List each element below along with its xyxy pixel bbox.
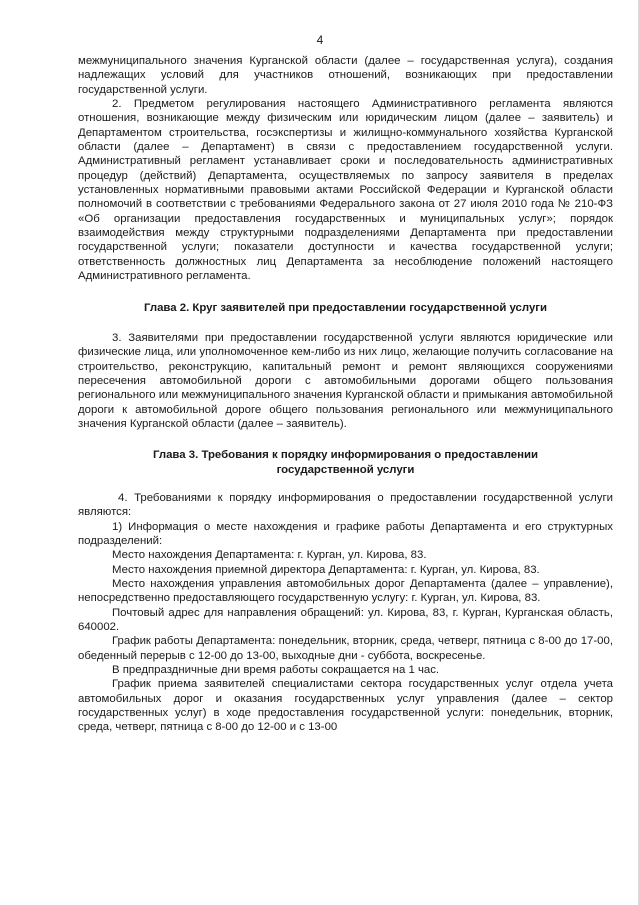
chapter-2-heading: Глава 2. Круг заявителей при предоставлении государственной услуги <box>143 301 548 314</box>
chapter-3-paragraph-8: В предпраздничные дни время работы сокращается на 1 час. <box>112 664 440 677</box>
intro-paragraph-1: межмуниципального значения Курганской области (далее – государственная услуга), создания надлежащих условий для участников отношений, возникающих при предоставлении государственной услуги. <box>78 55 613 96</box>
page-number: 4 <box>316 33 324 47</box>
chapter-3-heading-line-1: Глава 3. Требования к порядку информирования о предоставлении <box>152 449 539 462</box>
chapter-2-paragraph: 3. Заявителями при предоставлении государственной услуги являются юридические или физические лица, или уполномоченное кем-либо из них лицо, желающие получить согласование на строительство, реконструкцию, капитальный ремонт и ремонт являющихся сооружениями пересечения автомобильной дороги с автомобильными дорогами общего пользования регионального или межмуниципального значения Курганской области и примыкания автомобильной дороги к автомобильной дороге общего пользования регионального или межмуниципального значения Курганской области (далее – заявитель). <box>78 331 613 430</box>
chapter-3-paragraph-4: Место нахождения приемной директора Департамента: г. Курган, ул. Кирова, 83. <box>112 563 540 576</box>
intro-paragraph-2: 2. Предметом регулирования настоящего Административного регламента являются отношения, возникающие между физическим или юридическим лицом (далее – заявитель) и Департаментом строительства, госэкспертизы и жилищно-коммунального хозяйства Курганской области (далее – Департамент) в связи с предоставлением государственной услуги. Административный регламент устанавливает сроки и последовательность административных процедур (действий) Департамента, осуществляемых по запросу заявителя в пределах установленных нормативными правовыми актами Российской Федерации и Курганской области полномочий в соответствии с требованиями Федерального закона от 27 июля 2010 года № 210-ФЗ «Об организации предоставления государственных и муниципальных услуг»; порядок взаимодействия между структурными подразделениями Департамента при предоставлении государственной услуги; показатели доступности и качества государственной услуги; ответственность должностных лиц Департамента за несоблюдение положений настоящего Административного регламента. <box>78 98 613 283</box>
chapter-3-paragraph-3: Место нахождения Департамента: г. Курган, ул. Кирова, 83. <box>112 549 427 562</box>
chapter-3-paragraph-1: 4. Требованиями к порядку информирования о предоставлении государственной услуги являются: <box>78 491 613 519</box>
chapter-3-heading <box>78 448 613 477</box>
chapter-3-paragraph-5: Место нахождения управления автомобильных дорог Департамента (далее – управление), непосредственно предоставляющего государственную услугу: г. Курган, ул. Кирова, 83. <box>78 578 613 605</box>
chapter-3-paragraph-2: 1) Информация о месте нахождения и графике работы Департамента и его структурных подразделений: <box>78 520 613 547</box>
chapter-3-paragraph-9: График приема заявителей специалистами сектора государственных услуг отдела учета автомобильных дорог и оказания государственных услуг управления (далее – сектор государственных услуг) в ходе предоставления государственной услуги: понедельник, вторник, среда, четверг, пятница с 8-00 до 12-00 и с 13-00 <box>78 678 613 734</box>
chapter-3-heading-line-2: государственной услуги <box>276 463 415 476</box>
document-body <box>78 54 613 735</box>
chapter-3-paragraph-7: График работы Департамента: понедельник, вторник, среда, четверг, пятница с 8-00 до 17-00, обеденный перерыв с 12-00 до 13-00, выходные дни - суббота, воскресенье. <box>78 635 613 662</box>
chapter-3-paragraph-6: Почтовый адрес для направления обращений: ул. Кирова, 83, г. Курган, Курганская область, 640002. <box>78 606 613 634</box>
